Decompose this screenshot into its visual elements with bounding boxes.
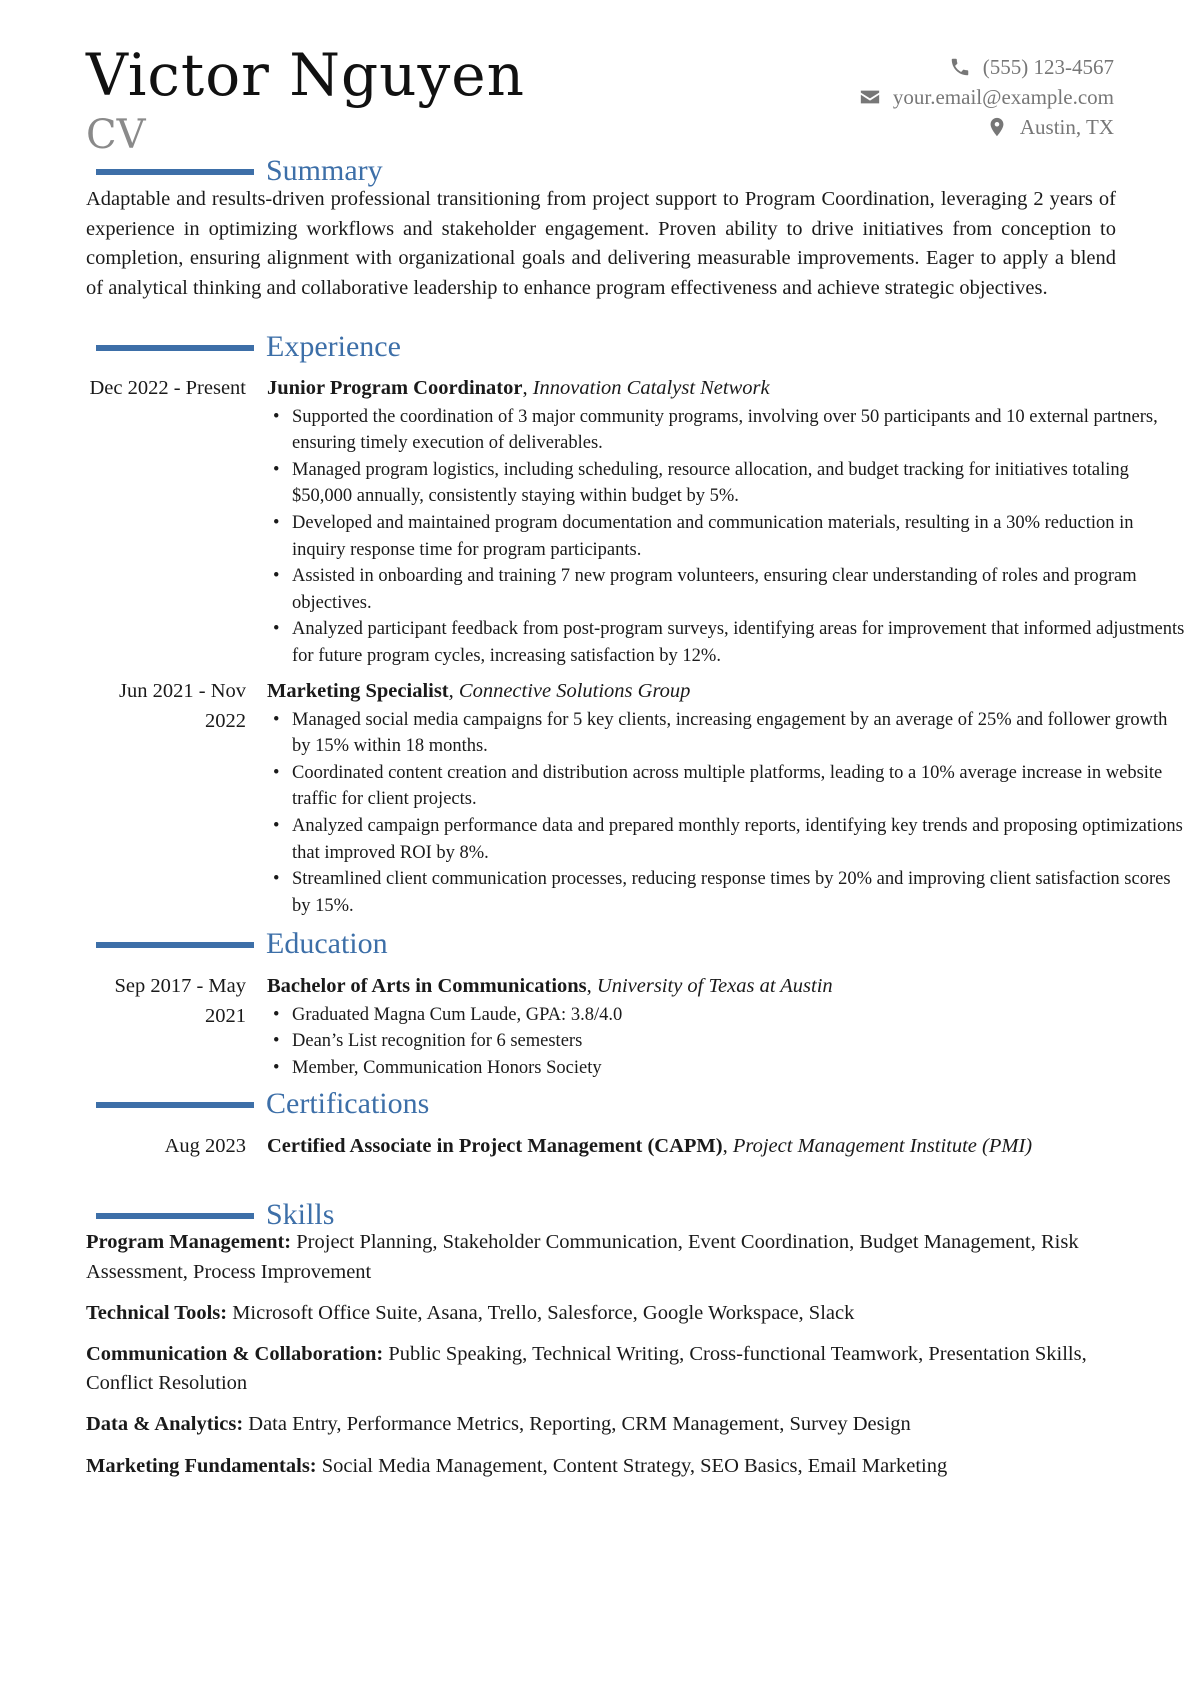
section-rule (96, 1102, 254, 1108)
skill-category: Program Management: (86, 1231, 292, 1253)
entry-heading: Junior Program Coordinator, Innovation Catalyst Network (267, 377, 770, 399)
skill-values: Data Entry, Performance Metrics, Reporting, CRM Management, Survey Design (248, 1413, 911, 1436)
skill-values: Microsoft Office Suite, Asana, Trello, Salesforce, Google Workspace, Slack (232, 1301, 855, 1324)
skill-values: Public Speaking, Technical Writing, Cross-functional Teamwork, Presentation Skills, Conflict Resolution (86, 1342, 1087, 1395)
entry-heading: Bachelor of Arts in Communications, University of Texas at Austin (267, 975, 833, 997)
skill-category: Data & Analytics: (86, 1413, 244, 1436)
section-title: Certifications (266, 1087, 430, 1120)
list-item: • Managed social media campaigns for 5 key clients, increasing engagement by an average of 25% and follower growth by 15% within 18 months. (267, 707, 1187, 760)
entry-date: Aug 2023 (164, 1135, 246, 1157)
section-heading-education (96, 927, 1096, 961)
entry-date: Dec 2022 - Present (89, 377, 246, 399)
job-title: Marketing Specialist (267, 680, 449, 702)
section-heading-certifications (96, 1087, 1096, 1121)
section-rule (96, 345, 254, 351)
list-item: • Assisted in onboarding and training 7 new program volunteers, ensuring clear understanding of roles and program objectives. (267, 563, 1187, 616)
entry-body (267, 677, 1187, 919)
skill-row (86, 1299, 1116, 1329)
bullet-list (267, 707, 1187, 920)
entry-heading: Certified Associate in Project Management (CAPM), Project Management Institute (PMI) (267, 1135, 1033, 1157)
skill-values: Social Media Management, Content Strategy, SEO Basics, Email Marketing (321, 1454, 948, 1477)
entry-body (267, 374, 1187, 670)
list-item: • Managed program logistics, including scheduling, resource allocation, and budget tracking for initiatives totaling $50,000 annually, consistently staying within budget by 5%. (267, 457, 1187, 510)
contact-location (859, 112, 1114, 142)
degree-title: Bachelor of Arts in Communications (267, 975, 587, 997)
map-pin-icon (986, 116, 1008, 138)
entry-date: Sep 2017 - May 2021 (114, 975, 246, 1027)
organization: Innovation Catalyst Network (532, 377, 770, 399)
section-heading-experience (96, 330, 1096, 364)
certification-title: Certified Associate in Project Management (CAPM) (267, 1135, 723, 1157)
list-item: • Coordinated content creation and distribution across multiple platforms, leading to a 10% average increase in website traffic for client projects. (267, 760, 1187, 813)
entry-heading: Marketing Specialist, Connective Solutions Group (267, 680, 691, 702)
institution: University of Texas at Austin (596, 975, 833, 997)
organization: Connective Solutions Group (458, 680, 691, 702)
email-address[interactable]: your.email@example.com (892, 85, 1114, 109)
envelope-icon (859, 86, 881, 108)
list-item: • Analyzed campaign performance data and prepared monthly reports, identifying key trends and proposing optimizations that improved ROI by 8%. (267, 813, 1187, 866)
candidate-name: Victor Nguyen (86, 41, 525, 109)
skill-values: Project Planning, Stakeholder Communication, Event Coordination, Budget Management, Risk Assessment, Process Improvement (86, 1231, 1079, 1283)
section-title: Summary (266, 154, 383, 187)
contact-block (859, 52, 1114, 142)
list-item: • Member, Communication Honors Society (267, 1055, 1187, 1082)
phone-icon (949, 56, 971, 78)
list-item: • Analyzed participant feedback from post-program surveys, identifying areas for improvement that informed adjustments for future program cycles, increasing satisfaction by 12%. (267, 616, 1187, 669)
entry-date: Jun 2021 - Nov 2022 (119, 680, 246, 732)
bullet-list (267, 1002, 1187, 1082)
entry-body (267, 972, 1187, 1081)
list-item: • Supported the coordination of 3 major community programs, involving over 50 participants and 10 external partners, ensuring timely execution of deliverables. (267, 404, 1187, 457)
skill-category: Communication & Collaboration: (86, 1342, 384, 1365)
skill-row (86, 1340, 1116, 1399)
section-title: Experience (266, 330, 401, 363)
skill-row (86, 1410, 1116, 1440)
list-item: • Graduated Magna Cum Laude, GPA: 3.8/4.0 (267, 1002, 1187, 1029)
section-rule (96, 169, 254, 175)
bullet-list (267, 404, 1187, 670)
list-item: • Streamlined client communication processes, reducing response times by 20% and improving client satisfaction scores by 15%. (267, 866, 1187, 919)
list-item: • Dean’s List recognition for 6 semesters (267, 1028, 1187, 1055)
document-subtitle: CV (86, 112, 146, 158)
list-item: • Developed and maintained program documentation and communication materials, resulting in a 30% reduction in inquiry response time for program participants. (267, 510, 1187, 563)
section-rule (96, 1213, 254, 1219)
phone-number: (555) 123-4567 (982, 55, 1114, 79)
skills-list (86, 1228, 1116, 1493)
section-heading-skills (96, 1198, 1096, 1232)
issuer: Project Management Institute (PMI) (732, 1135, 1033, 1157)
location: Austin, TX (1019, 115, 1114, 139)
summary-text: Adaptable and results-driven professional transitioning from project support to Program Coordination, leveraging 2 years of experience in optimizing workflows and stakeholder engagement. Proven ability to drive initiatives from conception to completion, ensuring alignment with organizational goals and delivering measurable improvements. Eager to apply a blend of analytical thinking and collaborative leadership to enhance program effectiveness and achieve strategic objectives. (86, 188, 1116, 299)
section-title: Education (266, 927, 388, 960)
skill-category: Technical Tools: (86, 1301, 228, 1324)
section-title: Skills (266, 1198, 335, 1231)
skill-category: Marketing Fundamentals: (86, 1454, 317, 1477)
job-title: Junior Program Coordinator (267, 377, 523, 399)
section-heading-summary (96, 154, 1096, 188)
skill-row (86, 1228, 1116, 1287)
contact-phone (859, 52, 1114, 82)
skill-row (86, 1452, 1116, 1482)
section-rule (96, 942, 254, 948)
entry-body (267, 1132, 1187, 1162)
contact-email (859, 82, 1114, 112)
